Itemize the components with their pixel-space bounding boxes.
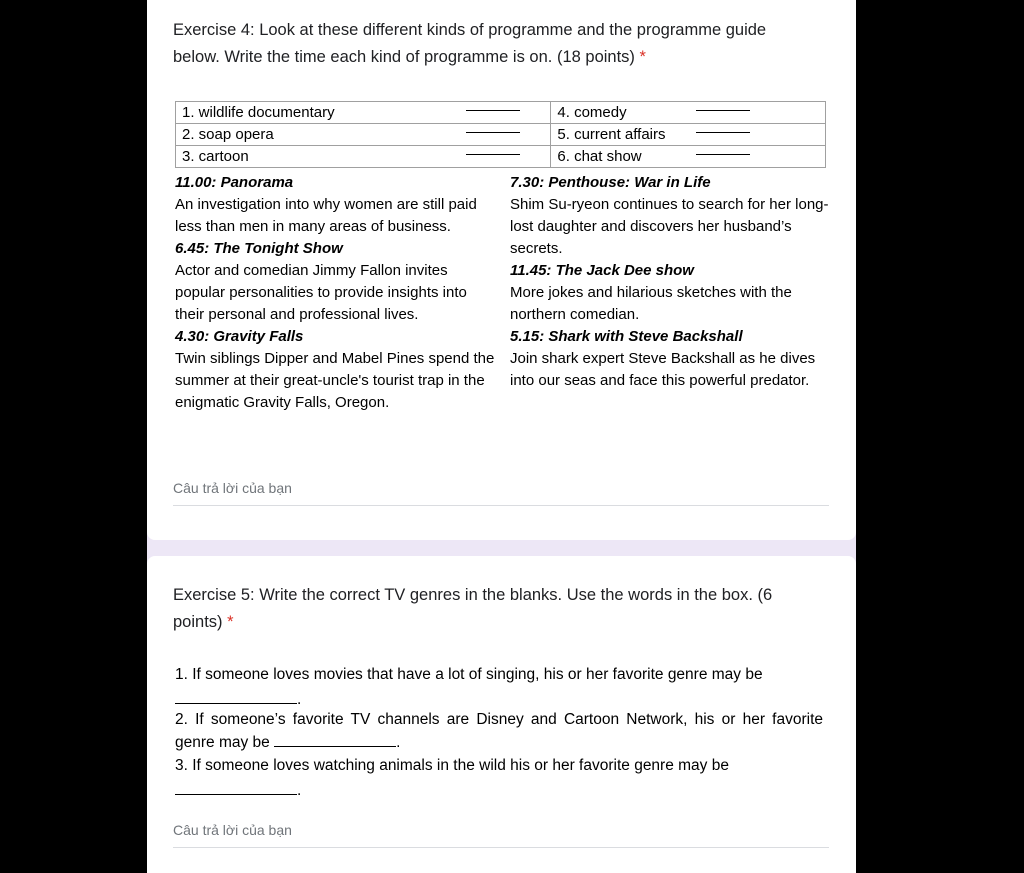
- kind-label: 3. cartoon: [182, 148, 249, 165]
- question-card-exercise-5: [147, 556, 856, 873]
- blank-line: [175, 780, 297, 795]
- table-cell: [551, 124, 826, 146]
- programme-time-title: 11.00: Panorama: [175, 174, 294, 191]
- answer-input-exercise-4[interactable]: Câu trả lời của bạn: [173, 480, 292, 496]
- programme-description: Actor and comedian Jimmy Fallon invites popular personalities to provide insights into their personal and professional lives.: [175, 262, 467, 323]
- programme-description: Twin siblings Dipper and Mabel Pines spend the summer at their great-uncle's tourist trap in the enigmatic Gravity Falls, Oregon.: [175, 350, 495, 411]
- programme-time-title: 11.45: The Jack Dee show: [510, 262, 694, 279]
- blank-line: [466, 120, 520, 133]
- table-cell: [176, 146, 551, 168]
- question-item-2: [175, 708, 823, 754]
- question-title-text: Exercise 5: Write the correct TV genres in the blanks. Use the words in the box. (6 points): [173, 586, 773, 631]
- blank-line: [696, 98, 750, 111]
- required-asterisk: *: [639, 48, 646, 66]
- question-item-1: [175, 663, 823, 711]
- answer-input-exercise-5[interactable]: Câu trả lời của bạn: [173, 822, 292, 838]
- question-item-3: [175, 754, 823, 802]
- blank-line: [466, 98, 520, 111]
- period: .: [396, 734, 401, 751]
- blank-line: [175, 689, 297, 704]
- programme-time-title: 7.30: Penthouse: War in Life: [510, 174, 711, 191]
- programme-time-title: 6.45: The Tonight Show: [175, 240, 343, 257]
- programme-guide-left-column: [175, 172, 495, 414]
- programme-time-title: 5.15: Shark with Steve Backshall: [510, 328, 743, 345]
- question-title-exercise-5: [173, 582, 813, 636]
- programme-description: An investigation into why women are still paid less than men in many areas of business.: [175, 196, 477, 235]
- question-title-exercise-4: [173, 17, 813, 71]
- required-asterisk: *: [227, 613, 234, 631]
- programme-description: Shim Su-ryeon continues to search for her long-lost daughter and discovers her husband’s secrets.: [510, 196, 829, 257]
- blank-line: [696, 142, 750, 155]
- question-text: 3. If someone loves watching animals in the wild his or her favorite genre may be: [175, 757, 729, 774]
- kind-label: 2. soap opera: [182, 126, 274, 143]
- blank-line: [696, 120, 750, 133]
- programme-description: Join shark expert Steve Backshall as he dives into our seas and face this powerful predator.: [510, 350, 816, 389]
- answer-underline: [173, 505, 829, 506]
- table-cell: [551, 146, 826, 168]
- question-text: 2. If someone’s favorite TV channels are Disney and Cartoon Network, his or her favorite genre may be: [175, 711, 823, 751]
- period: .: [297, 782, 302, 799]
- table-row: [176, 146, 826, 168]
- kind-label: 1. wildlife documentary: [182, 104, 335, 121]
- kind-label: 5. current affairs: [557, 126, 666, 143]
- programme-kinds-table: [175, 101, 826, 168]
- table-cell: [551, 102, 826, 124]
- answer-underline: [173, 847, 829, 848]
- question-text: 1. If someone loves movies that have a lot of singing, his or her favorite genre may be: [175, 666, 763, 683]
- programme-guide-right-column: [510, 172, 830, 392]
- programme-description: More jokes and hilarious sketches with the northern comedian.: [510, 284, 792, 323]
- blank-line: [466, 142, 520, 155]
- question-title-text: Exercise 4: Look at these different kinds of programme and the programme guide below. Write the time each kind of programme is on. (18 points): [173, 21, 767, 66]
- kind-label: 4. comedy: [557, 104, 627, 121]
- programme-time-title: 4.30: Gravity Falls: [175, 328, 304, 345]
- form-page: [147, 0, 856, 873]
- question-card-exercise-4: [147, 0, 856, 540]
- kind-label: 6. chat show: [557, 148, 642, 165]
- period: .: [297, 691, 302, 708]
- blank-line: [274, 732, 396, 747]
